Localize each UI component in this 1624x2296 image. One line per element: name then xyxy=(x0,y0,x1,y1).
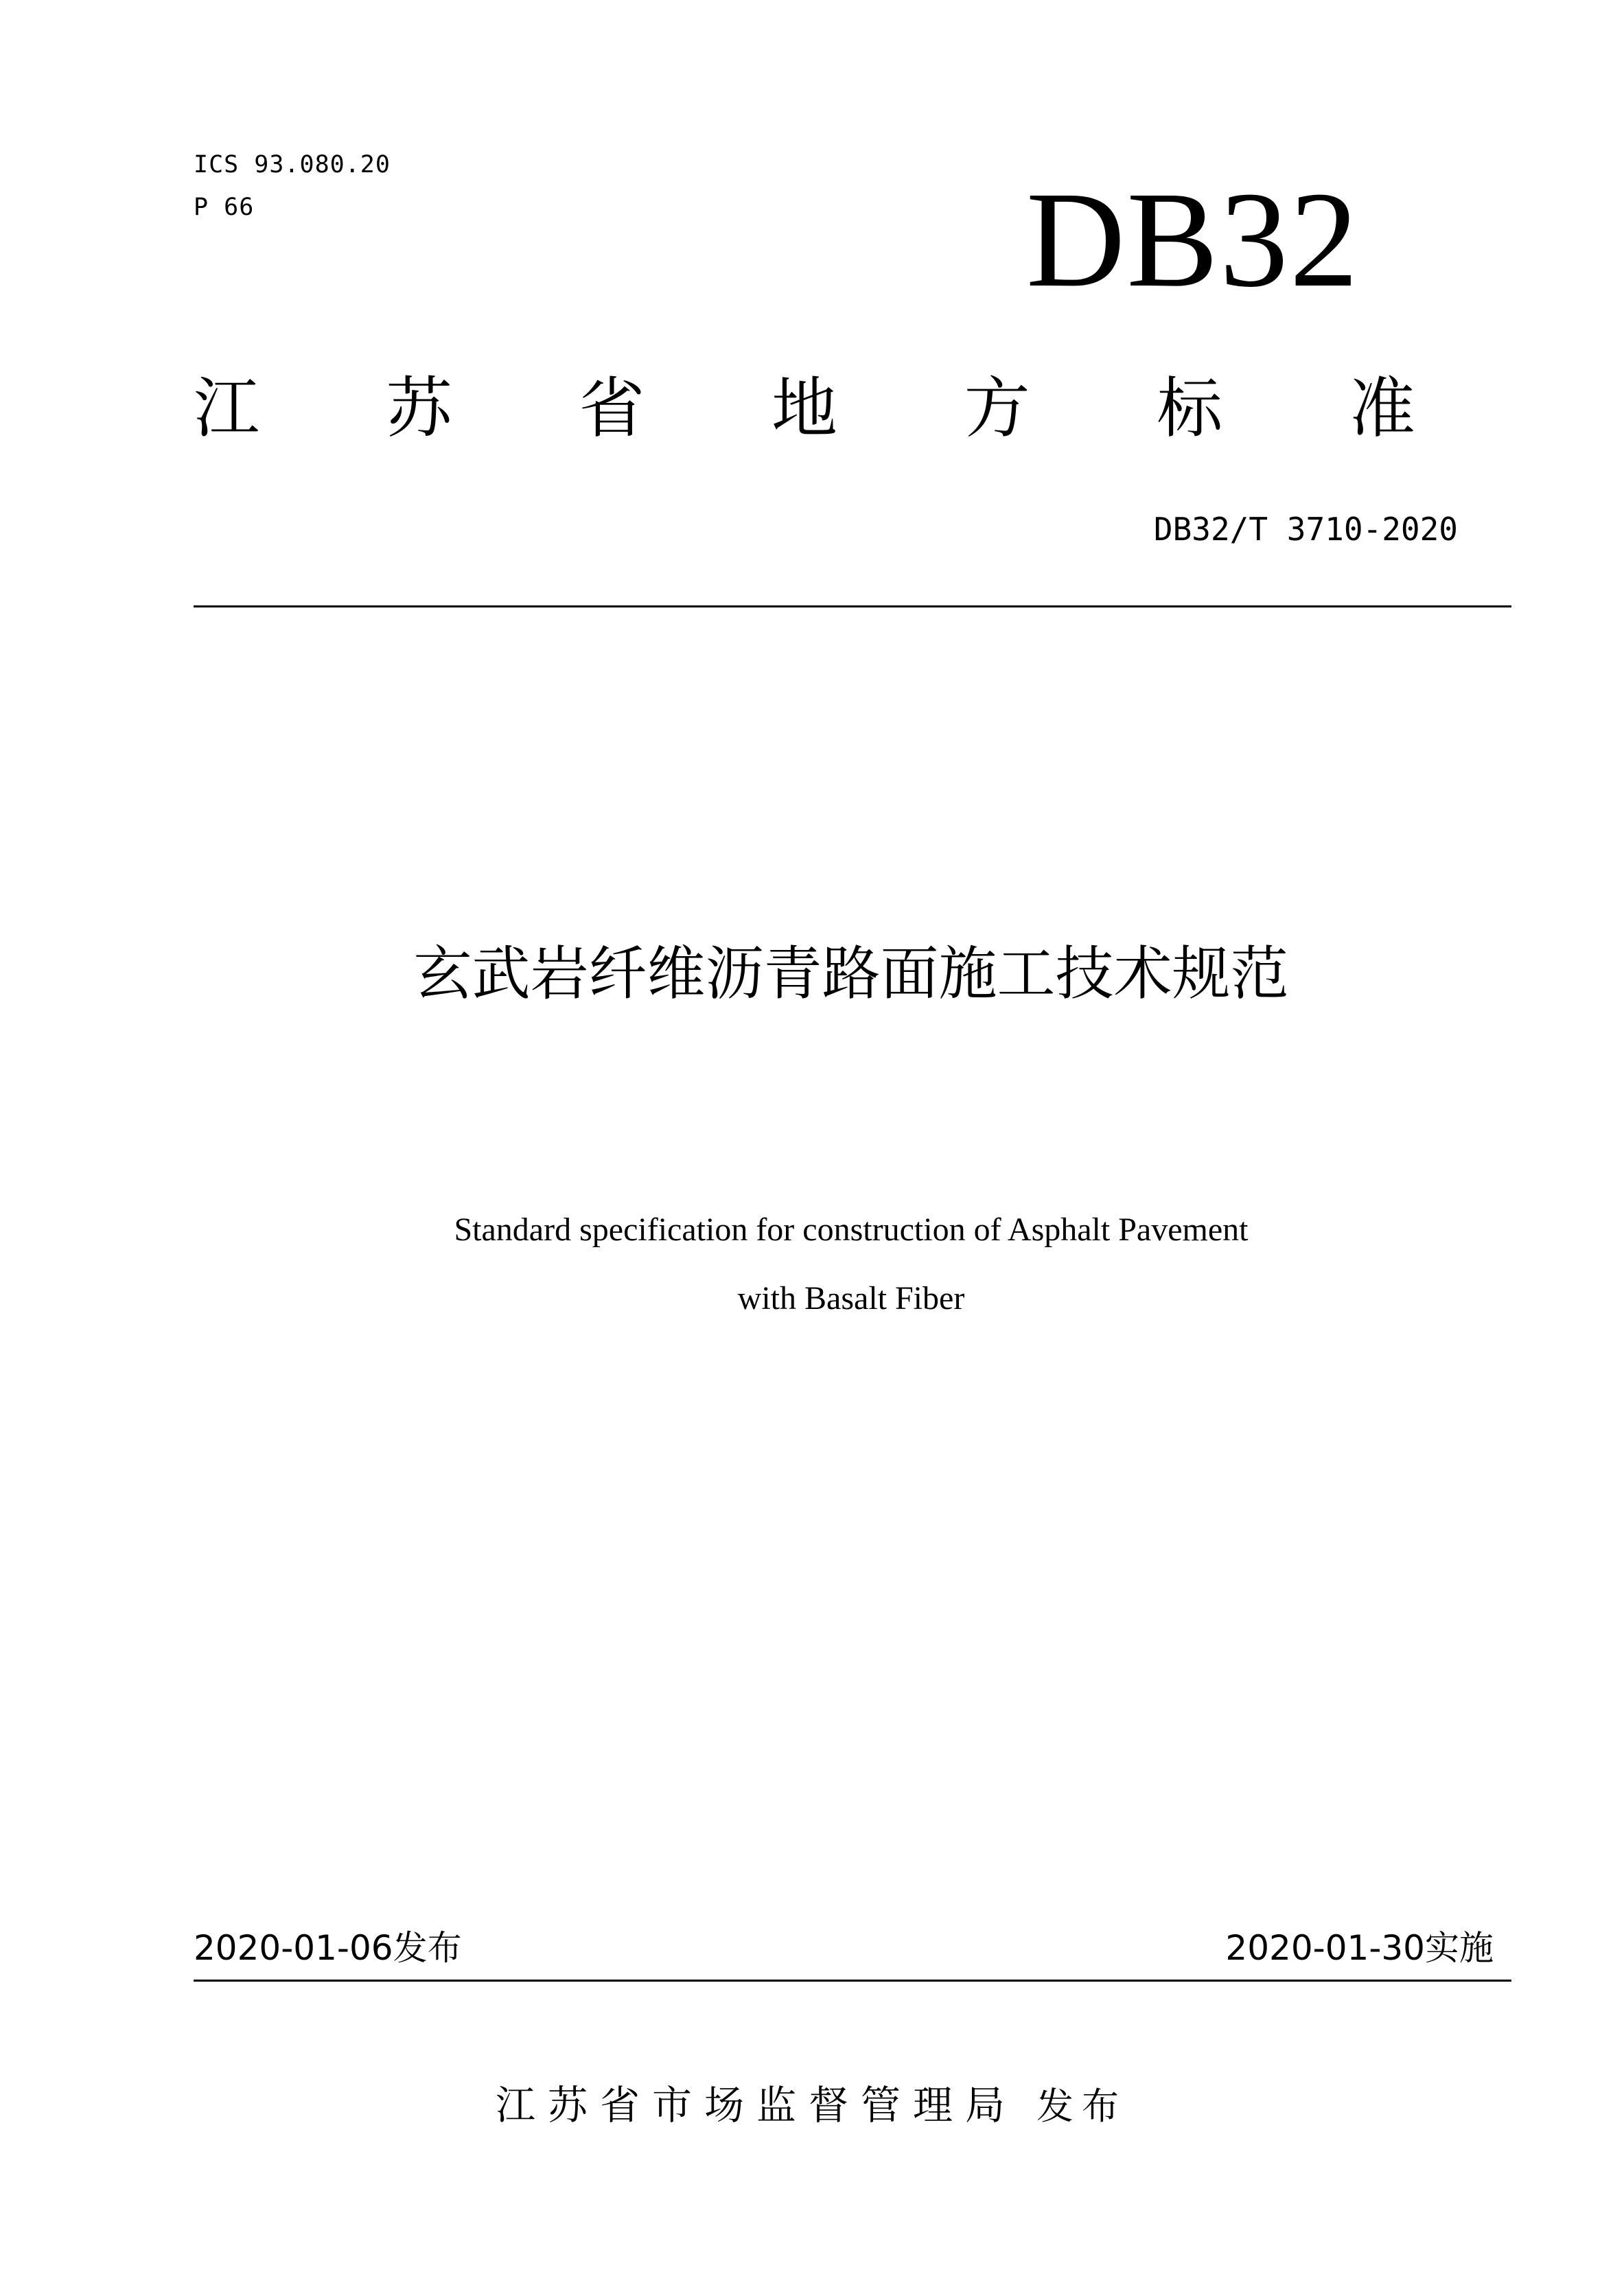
ccs-code: P 66 xyxy=(194,194,255,221)
standard-type-char: 准 xyxy=(1349,370,1415,447)
standard-type-char: 标 xyxy=(1157,370,1223,447)
standard-number: DB32/T 3710-2020 xyxy=(1153,511,1458,548)
implementation-date: 2020-01-30实施 xyxy=(1225,1928,1494,1968)
publisher-name: 江苏省市场监督管理局 xyxy=(496,2082,1018,2129)
english-title-line-2: with Basalt Fiber xyxy=(737,1280,965,1317)
issue-date: 2020-01-06发布 xyxy=(194,1928,462,1968)
ics-code: ICS 93.080.20 xyxy=(194,151,391,178)
english-title-line-1: Standard specification for construction of Asphalt Pavement xyxy=(454,1211,1249,1248)
standard-type-char: 地 xyxy=(771,370,837,447)
bottom-divider xyxy=(194,1980,1511,1982)
top-divider xyxy=(194,605,1511,607)
standard-type-char: 省 xyxy=(579,370,645,447)
standard-type-char: 方 xyxy=(964,370,1030,447)
publisher-suffix: 发布 xyxy=(1036,2085,1128,2128)
standard-type-heading xyxy=(194,367,1415,450)
publisher-line xyxy=(496,2081,1127,2131)
standard-type-char: 苏 xyxy=(386,370,452,447)
standard-type-char: 江 xyxy=(194,370,259,447)
standard-mark: DB32 xyxy=(1026,164,1360,316)
chinese-title: 玄武岩纤维沥青路面施工技术规范 xyxy=(413,940,1289,1008)
